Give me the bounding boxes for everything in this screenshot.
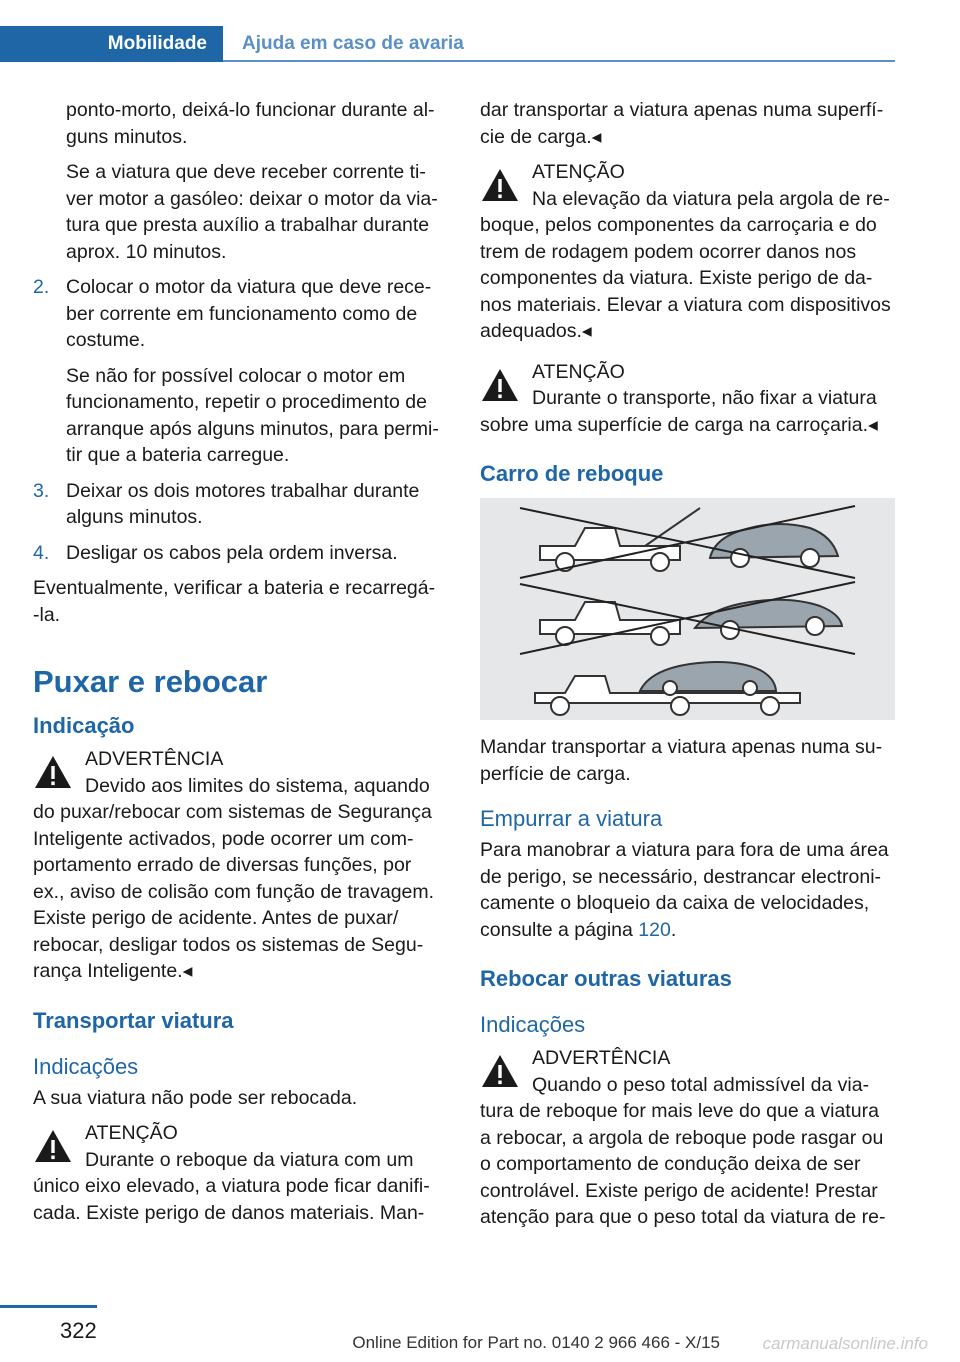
warning-icon: [480, 167, 520, 203]
step-number: 3.: [33, 479, 50, 502]
watermark: carmanualsonline.info: [762, 1334, 928, 1353]
subsubsection-heading: Empurrar a viatura: [480, 806, 663, 831]
paragraph: ponto-morto, deixá-lo funcionar durante al- guns minutos.: [66, 99, 435, 148]
warning-text: Durante o transporte, não fixar a viatura sobre uma superfície de carga na carroçaria.◂: [480, 387, 878, 436]
step-number: 2.: [33, 276, 50, 298]
step-number: 4.: [33, 541, 50, 564]
warning-icon: [33, 754, 73, 790]
warning-text: Durante o reboque da viatura com um único eixo elevado, a viatura pode ficar danifi- cada. Existe perigo de danos materiais. Man-: [33, 1148, 430, 1224]
warning-icon: [480, 367, 520, 403]
subsection-heading: Rebocar outras viaturas: [480, 966, 732, 991]
warning-icon: [33, 1128, 73, 1164]
paragraph: Para manobrar a viatura para fora de uma área de perigo, se necessário, destrancar electroni- camente o bloqueio da caixa de velocidades, consulte a página 120.: [480, 839, 889, 941]
page-header: [0, 26, 895, 62]
warning-heading: ADVERTÊNCIA: [532, 1047, 671, 1069]
list-item: [33, 478, 445, 531]
paragraph: Eventualmente, verificar a bateria e recarregá- -la.: [33, 577, 436, 626]
edition-text: Online Edition for Part no. 0140 2 966 466 - X/15: [352, 1333, 720, 1352]
warning-text: Devido aos limites do sistema, aquando do puxar/rebocar com sistemas de Segurança Inteligente activados, pode ocorrer um com- portamento errado de diversas funções, por ex., aviso de colisão com função de travagem. Existe perigo de acidente. Antes de puxar/ rebocar, desligar todos os sistemas de Segu- rança Inteligente.◂: [33, 774, 435, 982]
step-text: Desligar os cabos pela ordem inversa.: [66, 541, 398, 564]
page-number: 322: [60, 1318, 97, 1343]
paragraph: Se a viatura que deve receber corrente ti- ver motor a gasóleo: deixar o motor da via- tura que presta auxílio a trabalhar durante aprox. 10 minutos.: [66, 161, 438, 263]
step-text: Colocar o motor da viatura que deve rece- ber corrente em funcionamento como de costume.: [66, 276, 432, 351]
footer-rule: [0, 1305, 97, 1308]
warning-icon: [480, 1053, 520, 1089]
warning-text: Na elevação da viatura pela argola de re- boque, pelos componentes da carroçaria e do trem de rodagem podem ocorrer danos nos componentes da viatura. Existe perigo de da- nos materiais. Elevar a viatura com dispositivos adequados.◂: [480, 187, 891, 342]
warning-heading: ATENÇÃO: [532, 161, 625, 183]
list-item: [33, 274, 445, 469]
paragraph: A sua viatura não pode ser rebocada.: [33, 1086, 358, 1109]
warning-box: [33, 746, 445, 985]
warning-heading: ATENÇÃO: [85, 1122, 178, 1144]
warning-box: [480, 359, 895, 439]
subsubsection-heading: Indicações: [33, 1053, 139, 1079]
step-text: Deixar os dois motores trabalhar durante alguns minutos.: [66, 479, 420, 528]
subsubsection-heading: Indicações: [480, 1012, 586, 1037]
right-column: [480, 97, 895, 1245]
warning-text: Quando o peso total admissível da via- tura de reboque for mais leve do que a viatura a rebocar, a argola de reboque pode rasgar ou o comportamento de condução deixa de ser controlável. Existe perigo de acidente! Prestar atenção para que o peso total da viatura de re-: [480, 1073, 886, 1228]
subsection-tab[interactable]: Ajuda em caso de avaria: [223, 26, 895, 62]
warning-box: [33, 1120, 445, 1226]
warning-box: [480, 1045, 895, 1231]
list-item: [33, 540, 445, 567]
step-subtext: Se não for possível colocar o motor em funcionamento, repetir o procedimento de arranque após alguns minutos, para permi- tir que a bateria carregue.: [66, 364, 439, 466]
page-reference-link[interactable]: 120: [638, 918, 671, 941]
warning-box: [480, 159, 895, 345]
subsection-heading: Transportar viatura: [33, 1007, 234, 1033]
subsection-heading: Indicação: [33, 713, 135, 738]
figure-caption: Mandar transportar a viatura apenas numa su- perfície de carga.: [480, 736, 883, 785]
section-tab[interactable]: Mobilidade: [0, 26, 223, 62]
left-column: [33, 97, 445, 1240]
section-heading: Puxar e rebocar: [33, 664, 268, 699]
warning-heading: ADVERTÊNCIA: [85, 748, 224, 770]
subsection-heading: Carro de reboque: [480, 461, 664, 486]
tow-truck-illustration: [480, 498, 895, 720]
warning-heading: ATENÇÃO: [532, 360, 625, 383]
paragraph: dar transportar a viatura apenas numa superfí- cie de carga.◂: [480, 99, 884, 148]
